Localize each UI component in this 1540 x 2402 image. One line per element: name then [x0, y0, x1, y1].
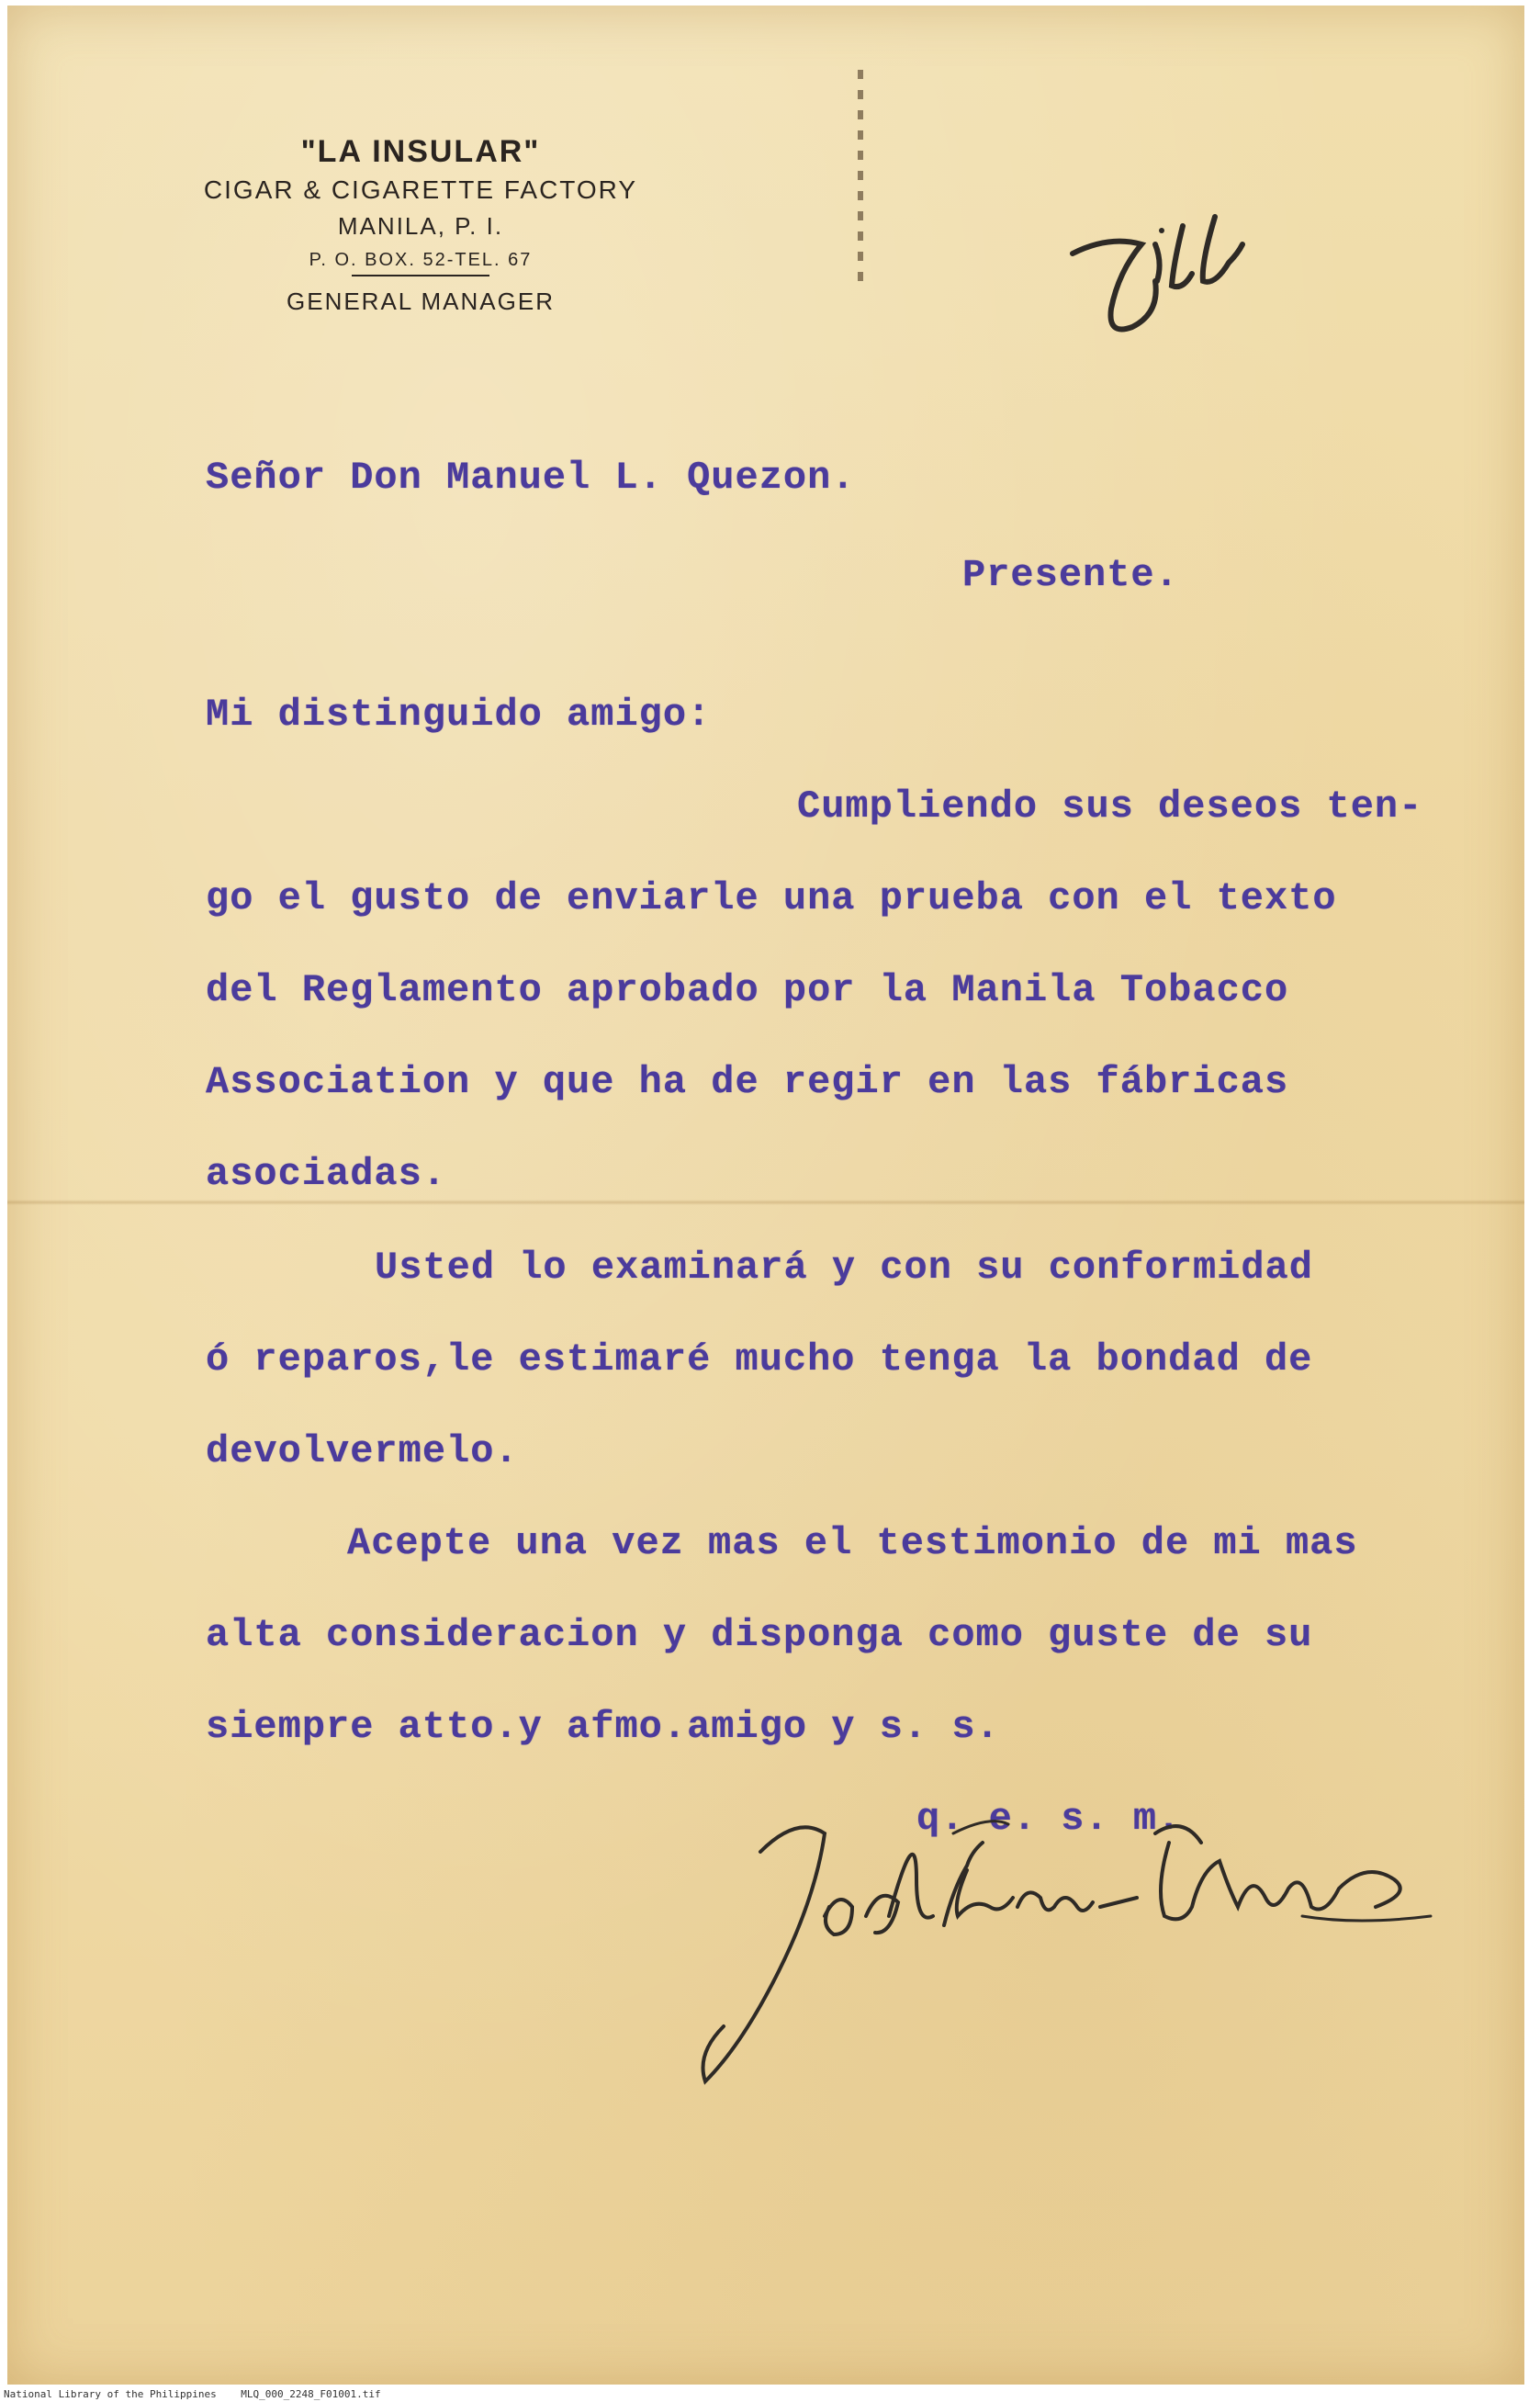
- body-line: Cumpliendo sus deseos ten-: [797, 784, 1423, 829]
- body-line: Acepte una vez mas el testimonio de mi mas: [347, 1521, 1358, 1565]
- body-line: asociadas.: [206, 1152, 447, 1196]
- company-role: GENERAL MANAGER: [287, 288, 555, 315]
- body-line: Association y que ha de regir en las fábricas: [206, 1060, 1289, 1104]
- closing: q. e. s. m.: [916, 1797, 1182, 1841]
- company-city: MANILA, P. I.: [337, 212, 504, 240]
- body-line: go el gusto de enviarle una prueba con el texto: [206, 876, 1337, 920]
- salutation: Mi distinguido amigo:: [206, 693, 712, 737]
- addressee: Señor Don Manuel L. Quezon.: [206, 456, 856, 500]
- signature: [641, 1778, 1449, 2109]
- handwritten-annotation: [1054, 189, 1275, 355]
- body-line: siempre atto.y afmo.amigo y s. s.: [206, 1705, 1000, 1749]
- letter-sheet: [7, 6, 1524, 2385]
- fold-crease: [7, 1200, 1524, 1205]
- company-tagline: CIGAR & CIGARETTE FACTORY: [203, 175, 638, 204]
- presente: Presente.: [962, 553, 1179, 597]
- vertical-fold-mark: [858, 70, 863, 281]
- body-line: Usted lo examinará y con su conformidad: [375, 1246, 1313, 1290]
- company-name: "LA INSULAR": [300, 134, 541, 169]
- body-line: devolvermelo.: [206, 1429, 519, 1473]
- company-contact: P. O. BOX. 52-TEL. 67: [309, 250, 533, 270]
- archive-footer: National Library of the Philippines MLQ_000_2248_F01001.tif: [4, 2388, 381, 2400]
- body-line: alta consideracion y disponga como guste de su: [206, 1613, 1313, 1657]
- body-line: ó reparos,le estimaré mucho tenga la bondad de: [206, 1337, 1313, 1381]
- letterhead: [108, 134, 733, 316]
- letterhead-rule: [352, 275, 489, 276]
- body-line: del Reglamento aprobado por la Manila Tobacco: [206, 968, 1289, 1012]
